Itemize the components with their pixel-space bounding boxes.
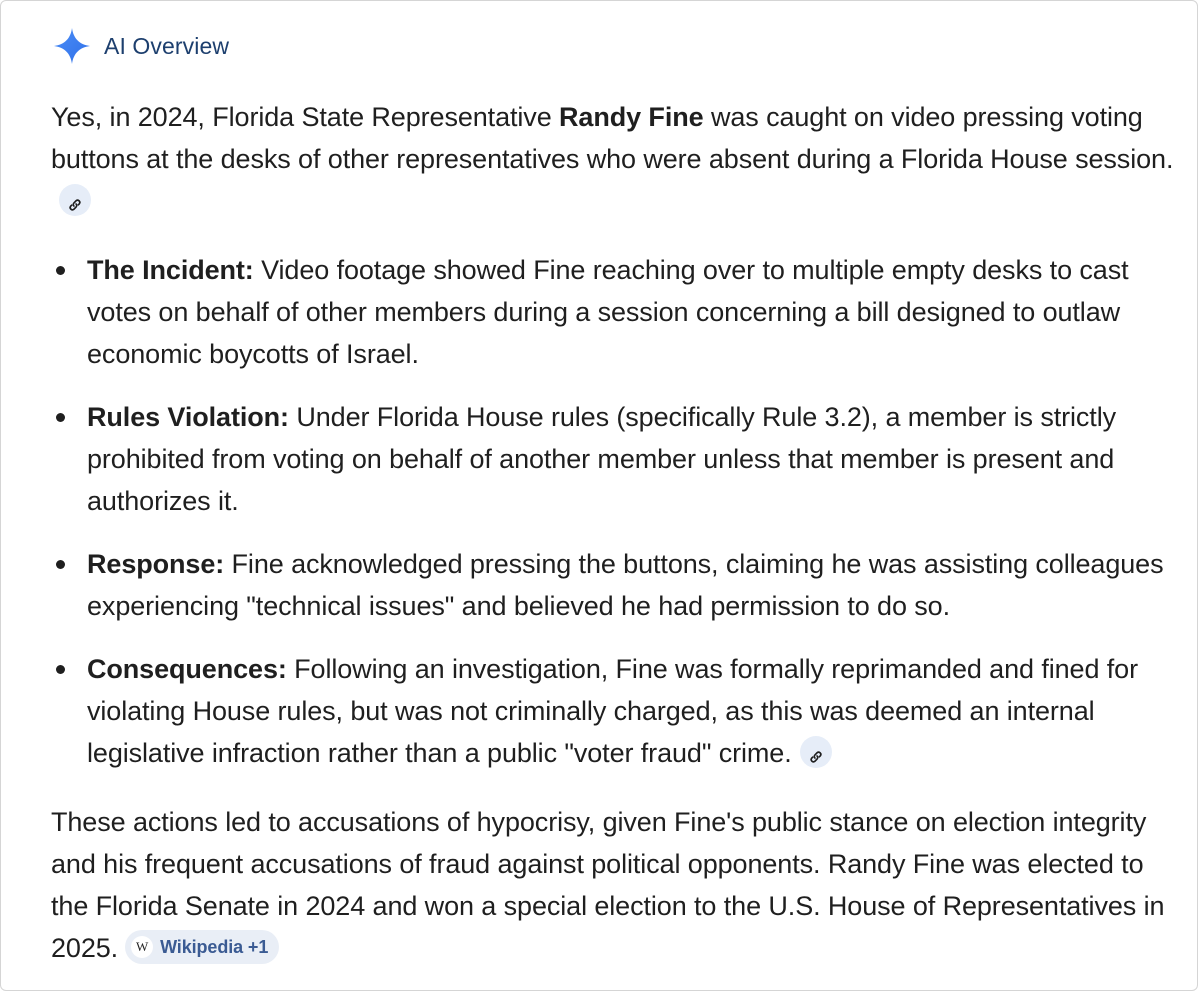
- link-icon: [66, 196, 84, 214]
- overview-title: AI Overview: [104, 32, 230, 59]
- overview-content: [51, 96, 1176, 969]
- bullet-text: Under Florida House rules (specifically Rule 3.2), a member is strictly prohibited from voting on behalf of another member unless that member is present and authorizes it.: [87, 402, 1117, 516]
- bullet-title: Consequences:: [87, 654, 287, 684]
- wikipedia-source-chip[interactable]: [125, 930, 279, 964]
- bullet-dot: [56, 665, 65, 674]
- overview-header: [53, 26, 229, 66]
- bullet-list: [51, 249, 1176, 774]
- bullet-text: Following an investigation, Fine was formally reprimanded and fined for violating House rules, but was not criminally charged, as this was deemed an internal legislative infraction rather than a public "voter fraud" crime.: [87, 654, 1138, 768]
- list-item: [51, 396, 1176, 522]
- citation-link-button[interactable]: [59, 184, 91, 216]
- bullet-title: The Incident:: [87, 255, 254, 285]
- intro-paragraph: Yes, in 2024, Florida State Representative Randy Fine was caught on video pressing voting buttons at the desks of other representatives who were absent during a Florida House session.: [51, 96, 1176, 222]
- citation-link-button[interactable]: [800, 736, 832, 768]
- wikipedia-icon: W: [131, 936, 153, 958]
- link-icon: [807, 748, 825, 766]
- bullet-text: Fine acknowledged pressing the buttons, claiming he was assisting colleagues experiencing "technical issues" and believed he had permission to do so.: [87, 549, 1164, 621]
- list-item: [51, 543, 1176, 627]
- bullet-dot: [56, 266, 65, 275]
- bullet-dot: [56, 413, 65, 422]
- list-item: [51, 648, 1176, 774]
- closing-paragraph: These actions led to accusations of hypocrisy, given Fine's public stance on election integrity and his frequent accusations of fraud against political opponents. Randy Fine was elected to the Florida Senate in 2024 and won a special election to the U.S. House of Representatives in 2025. W Wikipedia +1: [51, 807, 1165, 963]
- bullet-title: Rules Violation:: [87, 402, 289, 432]
- bullet-title: Response:: [87, 549, 225, 579]
- bullet-dot: [56, 560, 65, 569]
- sparkle-icon: [53, 27, 91, 65]
- intro-bold-name: Randy Fine: [559, 102, 704, 132]
- list-item: [51, 249, 1176, 375]
- source-chip-label: Wikipedia +1: [160, 936, 269, 957]
- bullet-text: Video footage showed Fine reaching over to multiple empty desks to cast votes on behalf of other members during a session concerning a bill designed to outlaw economic boycotts of Israel.: [87, 255, 1129, 369]
